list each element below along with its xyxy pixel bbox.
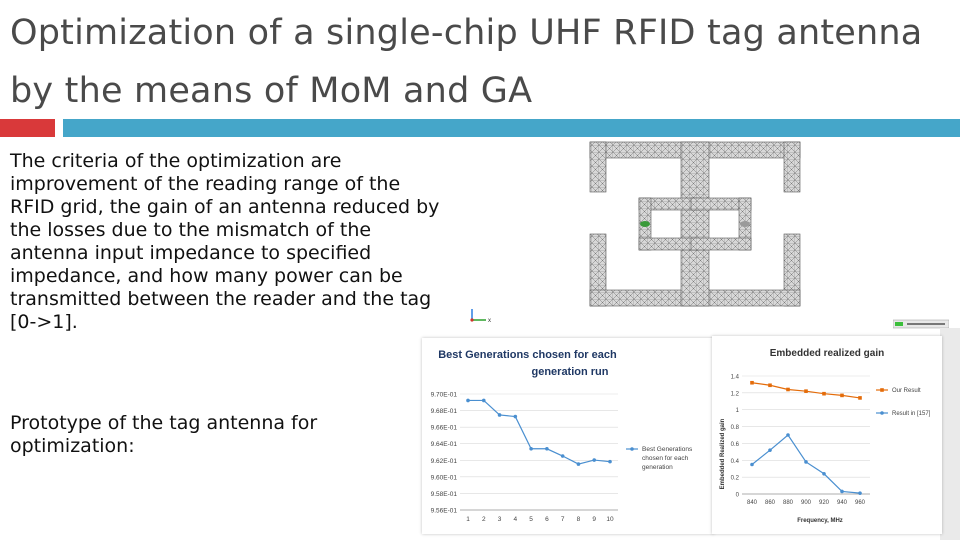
x-tick-label: 900 (800, 500, 812, 506)
data-point (561, 454, 565, 458)
x-tick-label: 920 (818, 500, 830, 506)
x-tick-label: 8 (576, 516, 581, 523)
y-tick-label: 0.4 (730, 458, 739, 465)
legend-label: Result in [157] (892, 411, 931, 417)
title-accent-bar-blue (63, 119, 960, 137)
bullet-criteria (10, 150, 450, 334)
x-tick-label: 880 (782, 500, 794, 506)
y-tick-label: 9.64E-01 (430, 441, 457, 449)
chart-title-line-2: generation run (531, 366, 609, 378)
background-strip (940, 328, 960, 540)
data-point (804, 460, 808, 464)
title-accent-bar-red (0, 119, 55, 137)
bullet-prototype (10, 412, 410, 458)
x-tick-label: 10 (606, 516, 614, 523)
y-tick-label: 9.68E-01 (430, 408, 457, 416)
bullet-criteria-text: The criteria of the optimization are improvement of the reading range of the RFID grid, the gain of an antenna reduced by the losses due to the mismatch of the antenna input impedance to specified impedance, and how many power can be transmitted between the reader and the tag [0->1]. (10, 150, 440, 333)
x-tick-label: 840 (746, 500, 758, 506)
legend-label: Our Result (892, 388, 921, 394)
legend-label-line: generation (642, 464, 673, 471)
axes-orientation-icon (466, 306, 496, 324)
y-tick-label: 0.8 (730, 425, 739, 432)
legend-label-line: chosen for each (642, 455, 689, 462)
data-point (840, 490, 844, 494)
x-tick-label: 960 (854, 500, 866, 506)
legend-marker (880, 411, 884, 415)
data-point (750, 381, 754, 385)
y-axis-label: Embedded Realized gain (720, 418, 726, 490)
y-tick-label: 9.58E-01 (430, 490, 457, 498)
x-tick-label: 3 (497, 516, 502, 523)
legend-marker (630, 447, 634, 451)
legend-label-line: Best Generations (642, 446, 693, 453)
x-tick-label: 9 (592, 516, 597, 523)
data-point (750, 463, 754, 467)
data-point (482, 399, 486, 403)
antenna-prototype-mesh-image (585, 138, 805, 310)
slide-title: Optimization of a single-chip UHF RFID tag antenna by the means of MoM and GA (10, 13, 923, 111)
embedded-gain-chart (712, 336, 942, 534)
data-point (592, 458, 596, 462)
x-tick-label: 860 (764, 500, 776, 506)
data-point (822, 472, 826, 476)
y-tick-label: 0.6 (730, 441, 739, 448)
x-tick-label: 5 (529, 516, 533, 523)
data-point (786, 433, 790, 437)
x-tick-label: 7 (560, 516, 565, 523)
y-tick-label: 9.66E-01 (430, 424, 457, 432)
x-tick-label: 4 (513, 516, 518, 523)
x-tick-label: 2 (481, 516, 486, 523)
x-tick-label: 1 (466, 516, 470, 523)
x-tick-label: 940 (836, 500, 848, 506)
data-point (840, 394, 844, 398)
x-tick-label: 6 (545, 516, 549, 523)
y-tick-label: 9.56E-01 (430, 507, 457, 515)
data-point (822, 392, 826, 396)
bullet-prototype-text: Prototype of the tag antenna for optimization: (10, 412, 318, 457)
data-point (786, 388, 790, 392)
chart-title: Embedded realized gain (769, 348, 885, 359)
y-tick-label: 0.2 (730, 475, 739, 482)
data-point (466, 399, 470, 403)
chart-title-line-1: Best Generations chosen for each (438, 349, 617, 361)
y-tick-label: 9.62E-01 (430, 457, 457, 465)
best-generations-chart (422, 338, 714, 534)
data-point (514, 415, 518, 419)
svg-text:x: x (488, 318, 491, 324)
y-tick-label: 1 (735, 408, 739, 415)
data-point (804, 389, 808, 393)
y-tick-label: 1.4 (730, 374, 739, 381)
data-point (858, 491, 862, 495)
data-point (768, 448, 772, 452)
y-tick-label: 9.60E-01 (430, 474, 457, 482)
data-point (577, 462, 581, 466)
data-point (529, 447, 533, 451)
data-point (768, 383, 772, 387)
data-point (608, 460, 612, 464)
data-point (545, 447, 549, 451)
y-tick-label: 9.70E-01 (430, 391, 457, 399)
y-tick-label: 0 (735, 492, 739, 499)
legend-marker (880, 388, 884, 392)
y-tick-label: 1.2 (730, 391, 739, 398)
x-axis-label: Frequency, MHz (797, 518, 843, 524)
data-point (498, 413, 502, 417)
data-point (858, 396, 862, 400)
